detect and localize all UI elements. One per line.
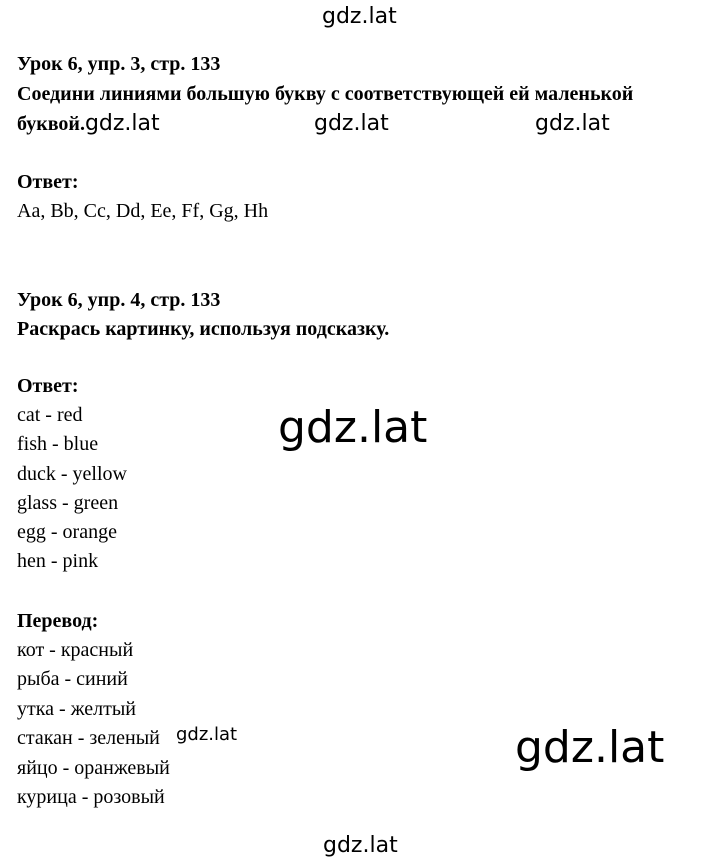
translation-item: утка - желтый — [17, 698, 136, 720]
exercise1-task-line2-text: буквой. — [17, 113, 85, 135]
exercise1-task-line1: Соедини линиями большую букву с соответствующей ей маленькой — [17, 83, 634, 105]
exercise1-answer-label: Ответ: — [17, 171, 79, 193]
watermark-mid-1: gdz.lat — [314, 111, 389, 136]
watermark-bottom: gdz.lat — [323, 833, 398, 858]
exercise1-task-line2 — [17, 112, 160, 136]
exercise2-heading: Урок 6, упр. 4, стр. 133 — [17, 289, 221, 311]
watermark-mid-2: gdz.lat — [535, 111, 610, 136]
exercise1-heading: Урок 6, упр. 3, стр. 133 — [17, 53, 221, 75]
watermark-large-2: gdz.lat — [515, 722, 665, 773]
exercise1-answer: Aa, Bb, Cc, Dd, Ee, Ff, Gg, Hh — [17, 200, 269, 222]
watermark-inline: gdz.lat — [84, 111, 160, 136]
translation-item: стакан - зеленый — [17, 727, 160, 749]
answer-item: cat - red — [17, 404, 83, 426]
exercise2-answer-label: Ответ: — [17, 375, 79, 397]
answer-item: egg - orange — [17, 521, 117, 543]
answer-item: glass - green — [17, 492, 119, 514]
translation-label: Перевод: — [17, 610, 99, 632]
watermark-top: gdz.lat — [322, 4, 397, 29]
translation-item: курица - розовый — [17, 786, 165, 808]
answer-item: hen - pink — [17, 550, 99, 572]
translation-item: рыба - синий — [17, 668, 128, 690]
answer-item: duck - yellow — [17, 463, 127, 485]
exercise2-task: Раскрась картинку, используя подсказку. — [17, 318, 390, 340]
watermark-large-1: gdz.lat — [278, 402, 428, 453]
translation-item: яйцо - оранжевый — [17, 757, 170, 779]
translation-item: кот - красный — [17, 639, 134, 661]
answer-item: fish - blue — [17, 433, 99, 455]
watermark-small: gdz.lat — [176, 724, 238, 745]
